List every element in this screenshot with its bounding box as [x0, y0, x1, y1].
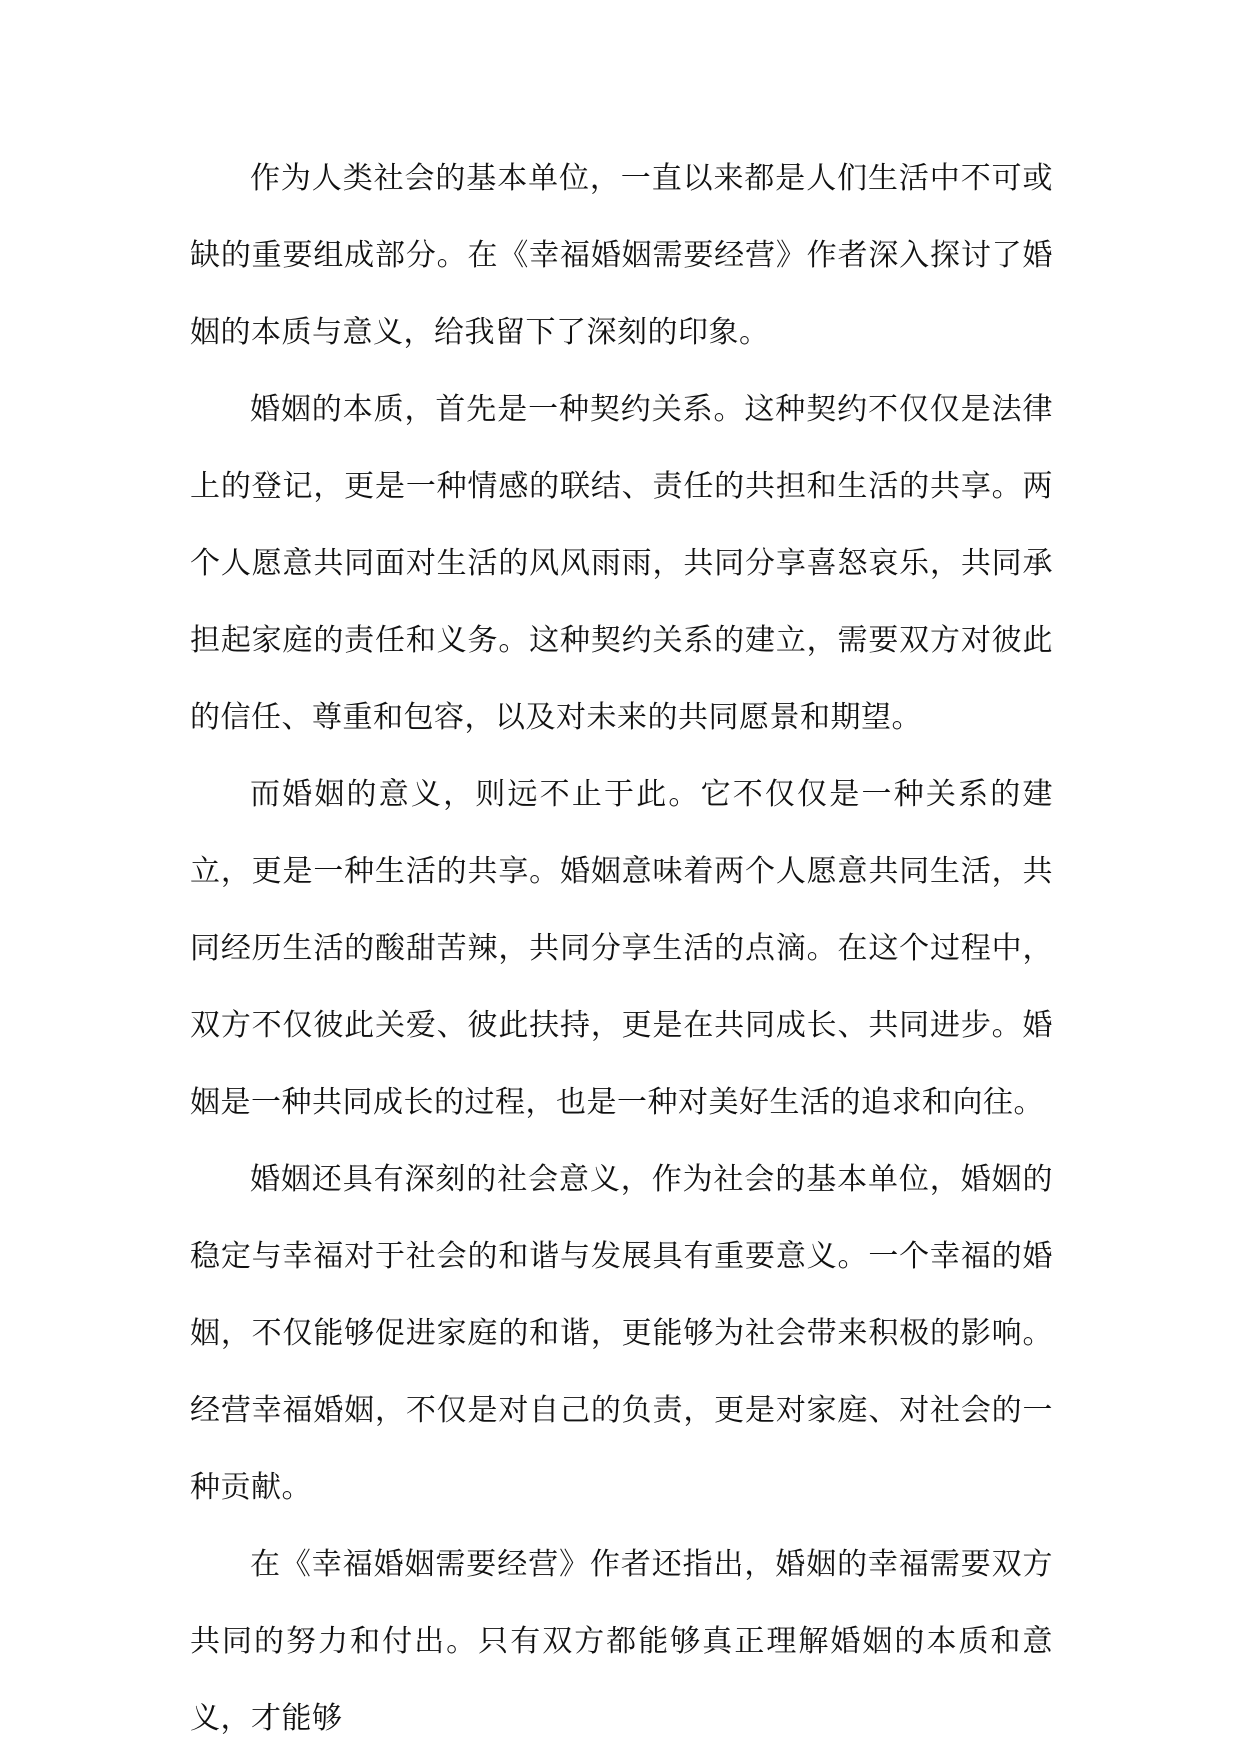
paragraph-5: 在《幸福婚姻需要经营》作者还指出，婚姻的幸福需要双方共同的努力和付出。只有双方都能够真正理解婚姻的本质和意义，才能够 [190, 1547, 1053, 1736]
paragraph-4: 婚姻还具有深刻的社会意义，作为社会的基本单位，婚姻的稳定与幸福对于社会的和谐与发展具有重要意义。一个幸福的婚姻，不仅能够促进家庭的和谐，更能够为社会带来积极的影响。经营幸福婚姻，不仅是对自己的负责，更是对家庭、对社会的一种贡献。 [190, 1162, 1053, 1505]
paragraph-1: 作为人类社会的基本单位，一直以来都是人们生活中不可或缺的重要组成部分。在《幸福婚姻需要经营》作者深入探讨了婚姻的本质与意义，给我留下了深刻的印象。 [190, 161, 1053, 350]
paragraph-2: 婚姻的本质，首先是一种契约关系。这种契约不仅仅是法律上的登记，更是一种情感的联结、责任的共担和生活的共享。两个人愿意共同面对生活的风风雨雨，共同分享喜怒哀乐，共同承担起家庭的责任和义务。这种契约关系的建立，需要双方对彼此的信任、尊重和包容，以及对未来的共同愿景和期望。 [190, 392, 1053, 735]
paragraph-3: 而婚姻的意义，则远不止于此。它不仅仅是一种关系的建立，更是一种生活的共享。婚姻意味着两个人愿意共同生活，共同经历生活的酸甜苦辣，共同分享生活的点滴。在这个过程中，双方不仅彼此关爱、彼此扶持，更是在共同成长、共同进步。婚姻是一种共同成长的过程，也是一种对美好生活的追求和向往。 [190, 777, 1053, 1120]
document-body [190, 140, 1053, 1757]
